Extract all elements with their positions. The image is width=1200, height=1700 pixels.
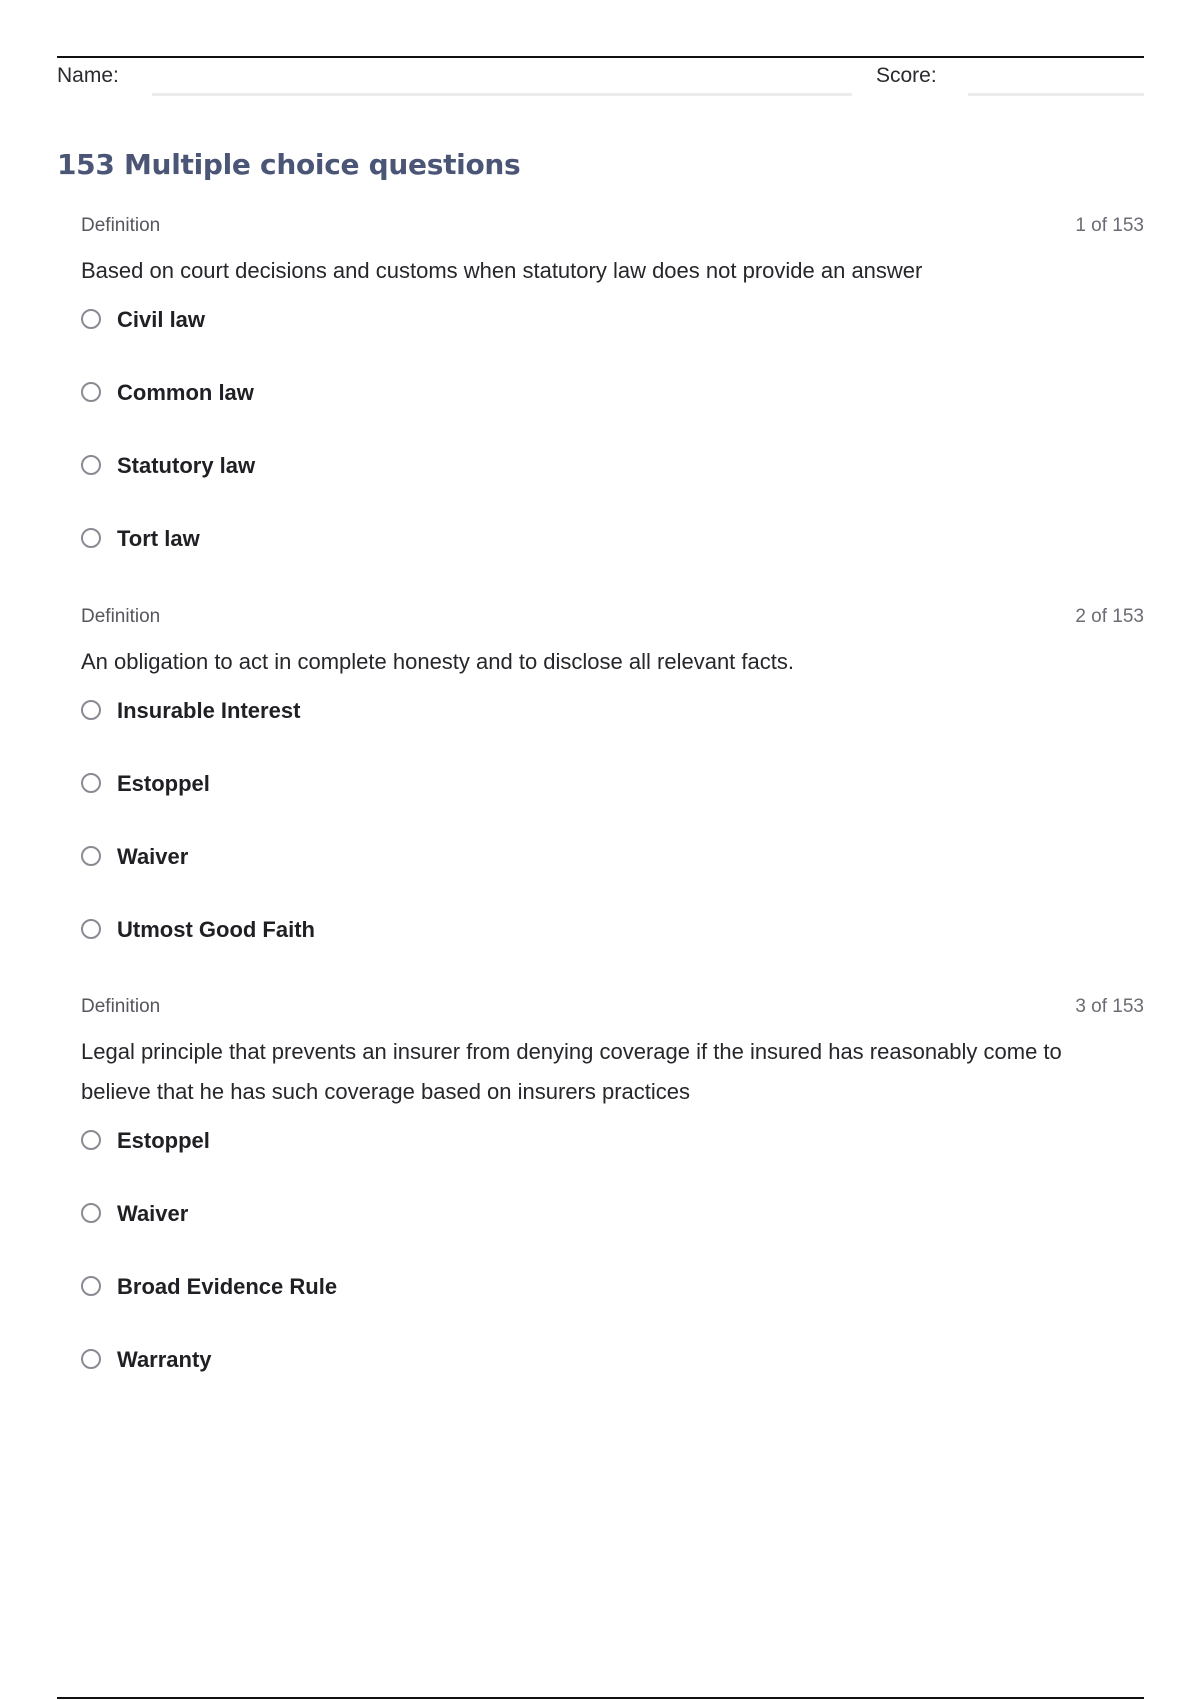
answer-options [81,696,1144,988]
bottom-rule [57,1697,1144,1699]
worksheet-header [57,58,1144,98]
radio-button-icon[interactable] [81,1276,101,1296]
radio-button-icon[interactable] [81,700,101,720]
radio-button-icon[interactable] [81,846,101,866]
name-label: Name: [57,64,119,87]
answer-option-label: Waiver [117,1201,189,1226]
answer-option-label: Civil law [117,307,206,332]
answer-options [81,305,1144,597]
radio-button-icon[interactable] [81,773,101,793]
answer-option[interactable] [81,451,1144,524]
radio-button-icon[interactable] [81,528,101,548]
answer-option-label: Waiver [117,844,189,869]
score-field[interactable] [968,93,1144,96]
question-meta [81,996,1144,1022]
answer-option-label: Tort law [117,526,200,551]
answer-option[interactable] [81,378,1144,451]
question-meta [81,215,1144,241]
question-counter: 1 of 153 [1075,215,1144,236]
answer-option[interactable] [81,1126,1144,1199]
question-prompt: An obligation to act in complete honesty and to disclose all relevant facts. [81,649,794,674]
answer-option[interactable] [81,842,1144,915]
answer-option-label: Broad Evidence Rule [117,1274,338,1299]
answer-option-label: Insurable Interest [117,698,301,723]
answer-option-label: Utmost Good Faith [117,917,315,942]
answer-option[interactable] [81,769,1144,842]
answer-option[interactable] [81,915,1144,988]
question-meta [81,606,1144,632]
radio-button-icon[interactable] [81,1130,101,1150]
question-prompt: Legal principle that prevents an insurer from denying coverage if the insured has reasonably come to believe that he has such coverage based on insurers practices [81,1039,1062,1104]
radio-button-icon[interactable] [81,455,101,475]
answer-option[interactable] [81,1272,1144,1345]
question-prompt: Based on court decisions and customs when statutory law does not provide an answer [81,258,923,283]
question-1 [81,215,1144,597]
question-type: Definition [81,606,161,627]
question-counter: 3 of 153 [1075,996,1144,1017]
radio-button-icon[interactable] [81,1349,101,1369]
answer-option-label: Common law [117,380,254,405]
answer-option-label: Estoppel [117,771,210,796]
answer-option[interactable] [81,524,1144,597]
answer-option[interactable] [81,1345,1144,1418]
answer-option[interactable] [81,696,1144,769]
answer-option[interactable] [81,305,1144,378]
radio-button-icon[interactable] [81,919,101,939]
question-2 [81,606,1144,988]
question-3 [81,996,1144,1418]
radio-button-icon[interactable] [81,1203,101,1223]
answer-option[interactable] [81,1199,1144,1272]
score-label: Score: [876,64,937,87]
radio-button-icon[interactable] [81,382,101,402]
answer-option-label: Statutory law [117,453,256,478]
page-title: 153 Multiple choice questions [57,148,521,181]
name-field[interactable] [152,93,852,96]
question-counter: 2 of 153 [1075,606,1144,627]
question-type: Definition [81,215,161,236]
radio-button-icon[interactable] [81,309,101,329]
answer-options [81,1126,1144,1418]
answer-option-label: Warranty [117,1347,212,1372]
answer-option-label: Estoppel [117,1128,210,1153]
question-type: Definition [81,996,161,1017]
